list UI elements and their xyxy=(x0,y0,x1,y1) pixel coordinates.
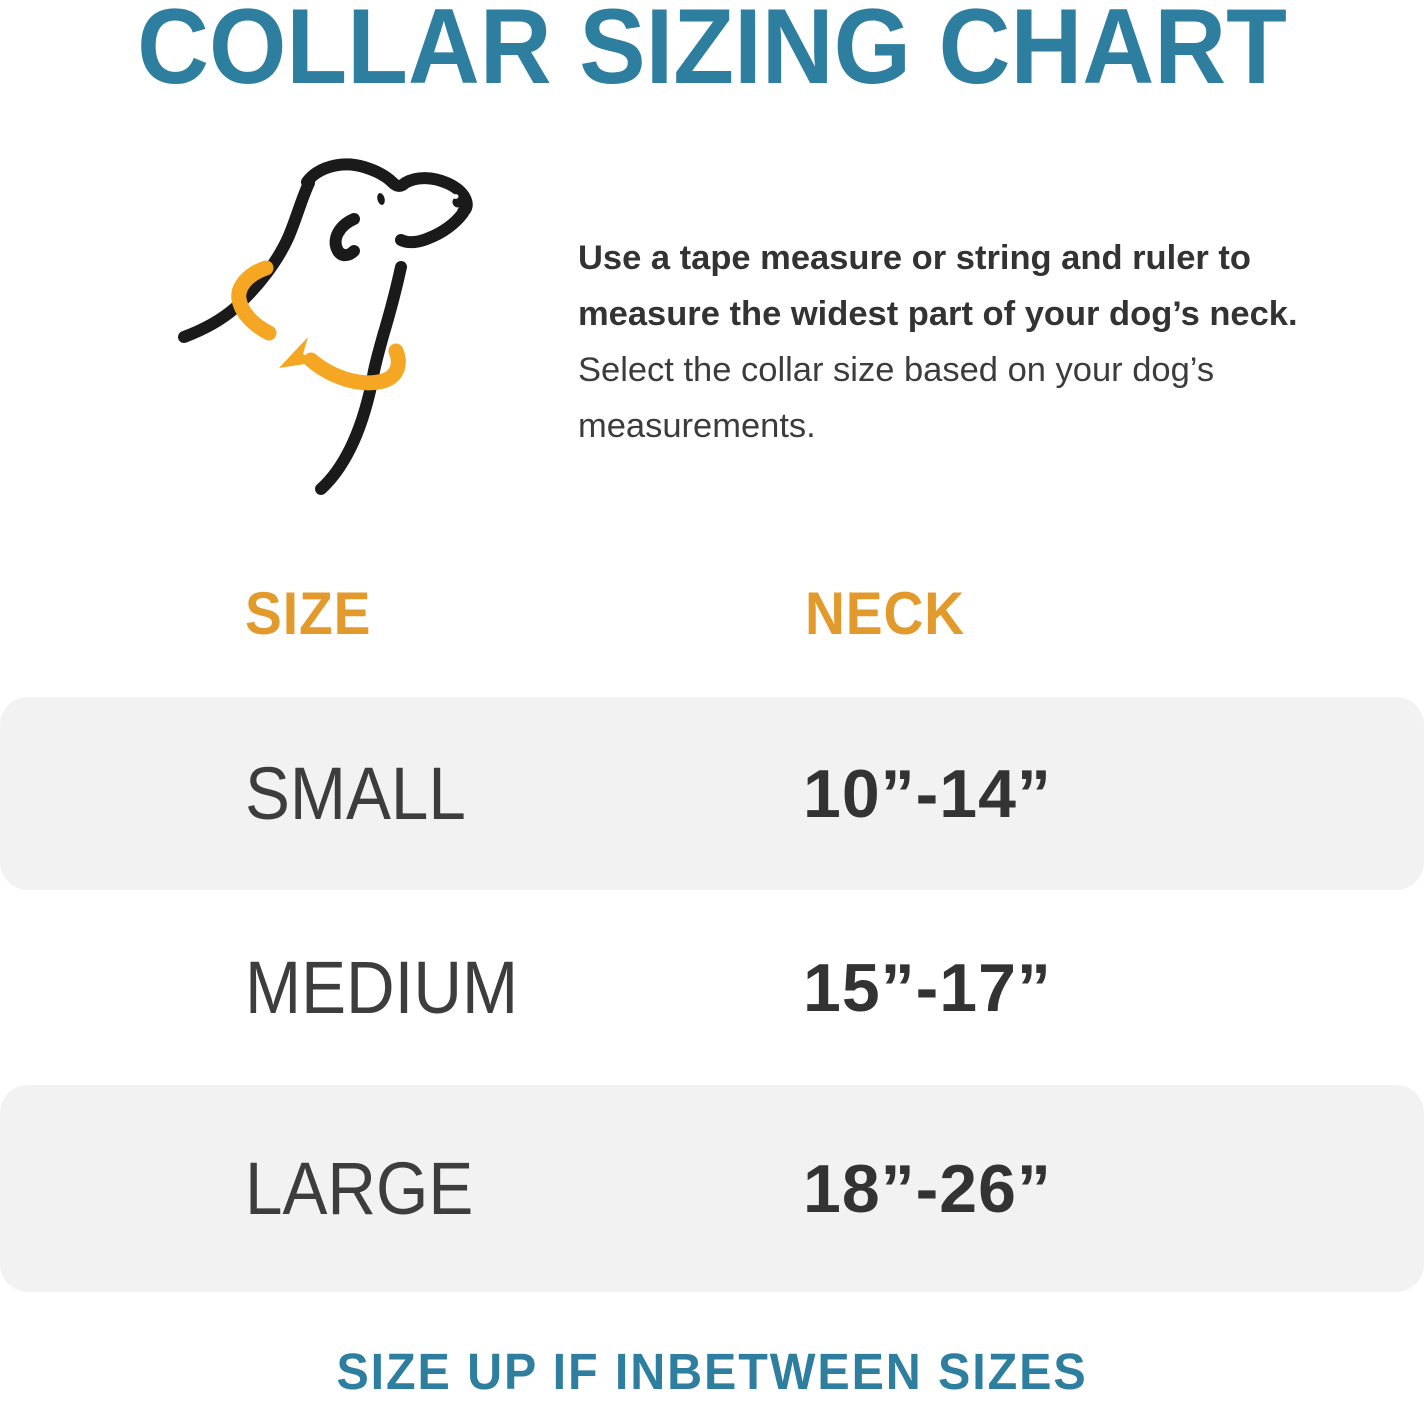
footer-note: SIZE UP IF INBETWEEN SIZES xyxy=(336,1343,1088,1400)
page-title: COLLAR SIZING CHART xyxy=(137,0,1287,106)
instructions-bold-text: Use a tape measure or string and ruler to measure the widest part of your dog’s neck. xyxy=(578,239,1298,333)
neck-cell: 18”-26” xyxy=(803,1150,1052,1227)
size-cell: MEDIUM xyxy=(245,945,519,1029)
size-cell: SMALL xyxy=(245,751,466,835)
sizing-table xyxy=(0,697,1424,1292)
table-row-large xyxy=(0,1085,1424,1292)
size-column-header: SIZE xyxy=(245,580,372,647)
neck-cell: 10”-14” xyxy=(803,755,1052,832)
neck-cell: 15”-17” xyxy=(803,949,1052,1026)
measuring-instructions xyxy=(578,230,1378,454)
table-row-small xyxy=(0,697,1424,890)
dog-illustration-svg xyxy=(170,140,570,520)
size-cell: LARGE xyxy=(245,1146,474,1230)
instructions-regular-text: Select the collar size based on your dog’s measurements. xyxy=(578,351,1215,445)
neck-column-header: NECK xyxy=(805,580,966,647)
table-row-medium xyxy=(0,890,1424,1085)
dog-head-with-measuring-tape-icon xyxy=(170,140,570,520)
